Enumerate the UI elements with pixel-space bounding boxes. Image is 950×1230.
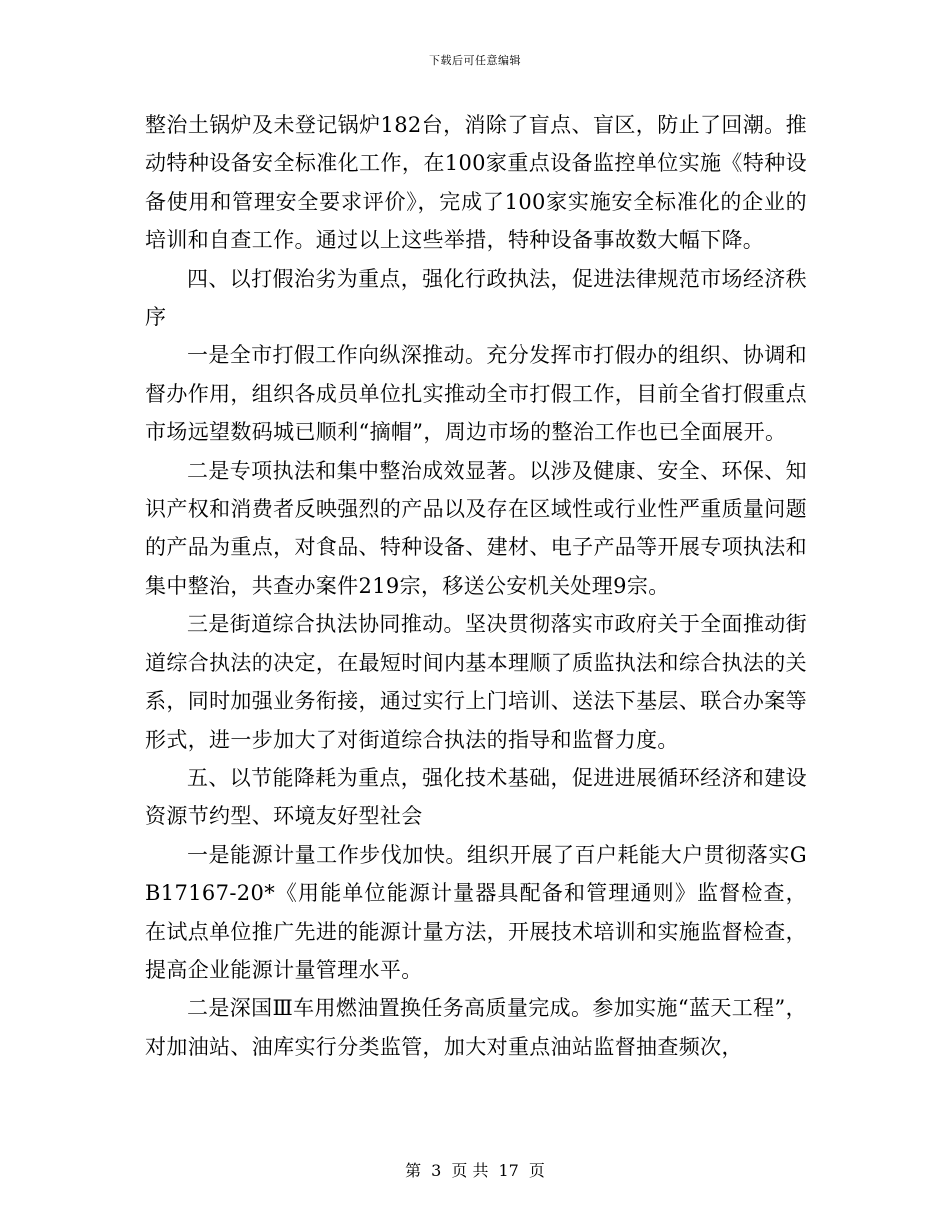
paragraph-8: 二是深国Ⅲ车用燃油置换任务高质量完成。参加实施“蓝天工程”，对加油站、油库实行分类监管，加大对重点油站监督抽查频次， [145,996,807,1059]
paragraph-5: 三是街道综合执法协同推动。坚决贯彻落实市政府关于全面推动街道综合执法的决定，在最短时间内基本理顺了质监执法和综合执法的关系，同时加强业务衔接，通过实行上门培训、送法下基层、联合办案等形式，进一步加大了对街道综合执法的指导和监督力度。 [145,612,807,752]
header-text: 下载后可任意编辑 [429,54,521,67]
footer-prefix: 第 [405,1161,422,1180]
section-heading-5: 五、以节能降耗为重点，强化技术基础，促进进展循环经济和建设资源节约型、环境友好型社会 [145,765,807,829]
total-pages-number: 17 [498,1161,519,1180]
footer-suffix: 页 [528,1161,545,1180]
paragraph-7: 一是能源计量工作步伐加快。组织开展了百户耗能大户贯彻落实GB17167-20*《用能单位能源计量器具配备和管理通则》监督检查，在试点单位推广先进的能源计量方法，开展技术培训和实施监督检查，提高企业能源计量管理水平。 [145,842,807,982]
paragraph-3: 一是全市打假工作向纵深推动。充分发挥市打假办的组织、协调和督办作用，组织各成员单位扎实推动全市打假工作，目前全省打假重点市场远望数码城已顺利“摘帽”，周边市场的整治工作也已全面展开。 [145,343,807,445]
current-page-number: 3 [431,1161,442,1180]
paragraph-4: 二是专项执法和集中整治成效显著。以涉及健康、安全、环保、知识产权和消费者反映强烈的产品以及存在区域性或行业性严重质量问题的产品为重点，对食品、特种设备、建材、电子产品等开展专项执法和集中整治，共查办案件219宗，移送公安机关处理9宗。 [145,458,807,598]
document-body [145,106,807,1066]
page-header [0,53,950,69]
footer-middle: 页 共 [451,1161,489,1180]
page-footer [0,1160,950,1182]
section-heading-4: 四、以打假治劣为重点，强化行政执法，促进法律规范市场经济秩序 [145,266,807,330]
paragraph-1: 整治土锅炉及未登记锅炉182台，消除了盲点、盲区，防止了回潮。推动特种设备安全标准化工作，在100家重点设备监控单位实施《特种设备使用和管理安全要求评价》，完成了100家实施安全标准化的企业的培训和自查工作。通过以上这些举措，特种设备事故数大幅下降。 [145,113,807,253]
